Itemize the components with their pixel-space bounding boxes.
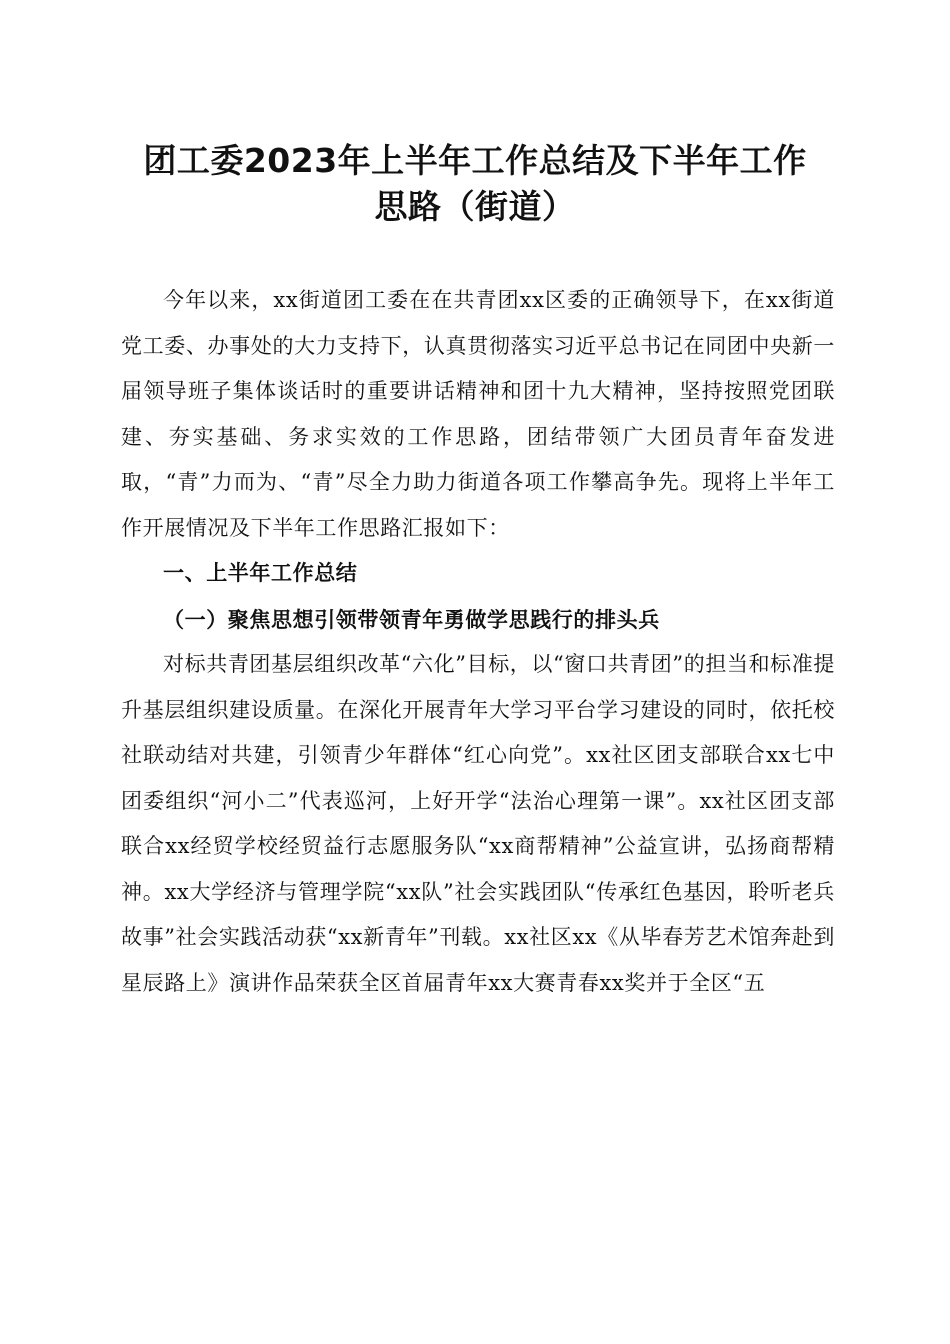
subsection-paragraph-1: 对标共青团基层组织改革“六化”目标，以“窗口共青团”的担当和标准提升基层组织建设质量。在深化开展青年大学习平台学习建设的同时，依托校社联动结对共建，引领青少年群体“红心向党”。xx社区团支部联合xx七中团委组织“河小二”代表巡河，上好开学“法治心理第一课”。xx社区团支部联合xx经贸学校经贸益行志愿服务队“xx商帮精神”公益宣讲，弘扬商帮精神。xx大学经济与管理学院“xx队”社会实践团队“传承红色基因，聆听老兵故事”社会实践活动获“xx新青年”刊载。xx社区xx《从毕春芳艺术馆奔赴到星辰路上》演讲作品荣获全区首届青年xx大赛青春xx奖并于全区“五: [121, 652, 835, 995]
document-body: [121, 278, 835, 1006]
section-heading-1: 一、上半年工作总结: [163, 561, 358, 585]
subsection-heading-1: （一）聚焦思想引领带领青年勇做学思践行的排头兵: [163, 606, 660, 632]
intro-paragraph: 今年以来，xx街道团工委在在共青团xx区委的正确领导下，在xx街道党工委、办事处的大力支持下，认真贯彻落实习近平总书记在同团中央新一届领导班子集体谈话时的重要讲话精神和团十九大精神，坚持按照党团联建、夯实基础、务求实效的工作思路，团结带领广大团员青年奋发进取，“青”力而为、“青”尽全力助力街道各项工作攀高争先。现将上半年工作开展情况及下半年工作思路汇报如下：: [121, 288, 835, 540]
document-title: [100, 138, 850, 230]
title-line-1: 团工委2023年上半年工作总结及下半年工作: [143, 141, 807, 180]
title-line-2: 思路（街道）: [374, 187, 576, 226]
